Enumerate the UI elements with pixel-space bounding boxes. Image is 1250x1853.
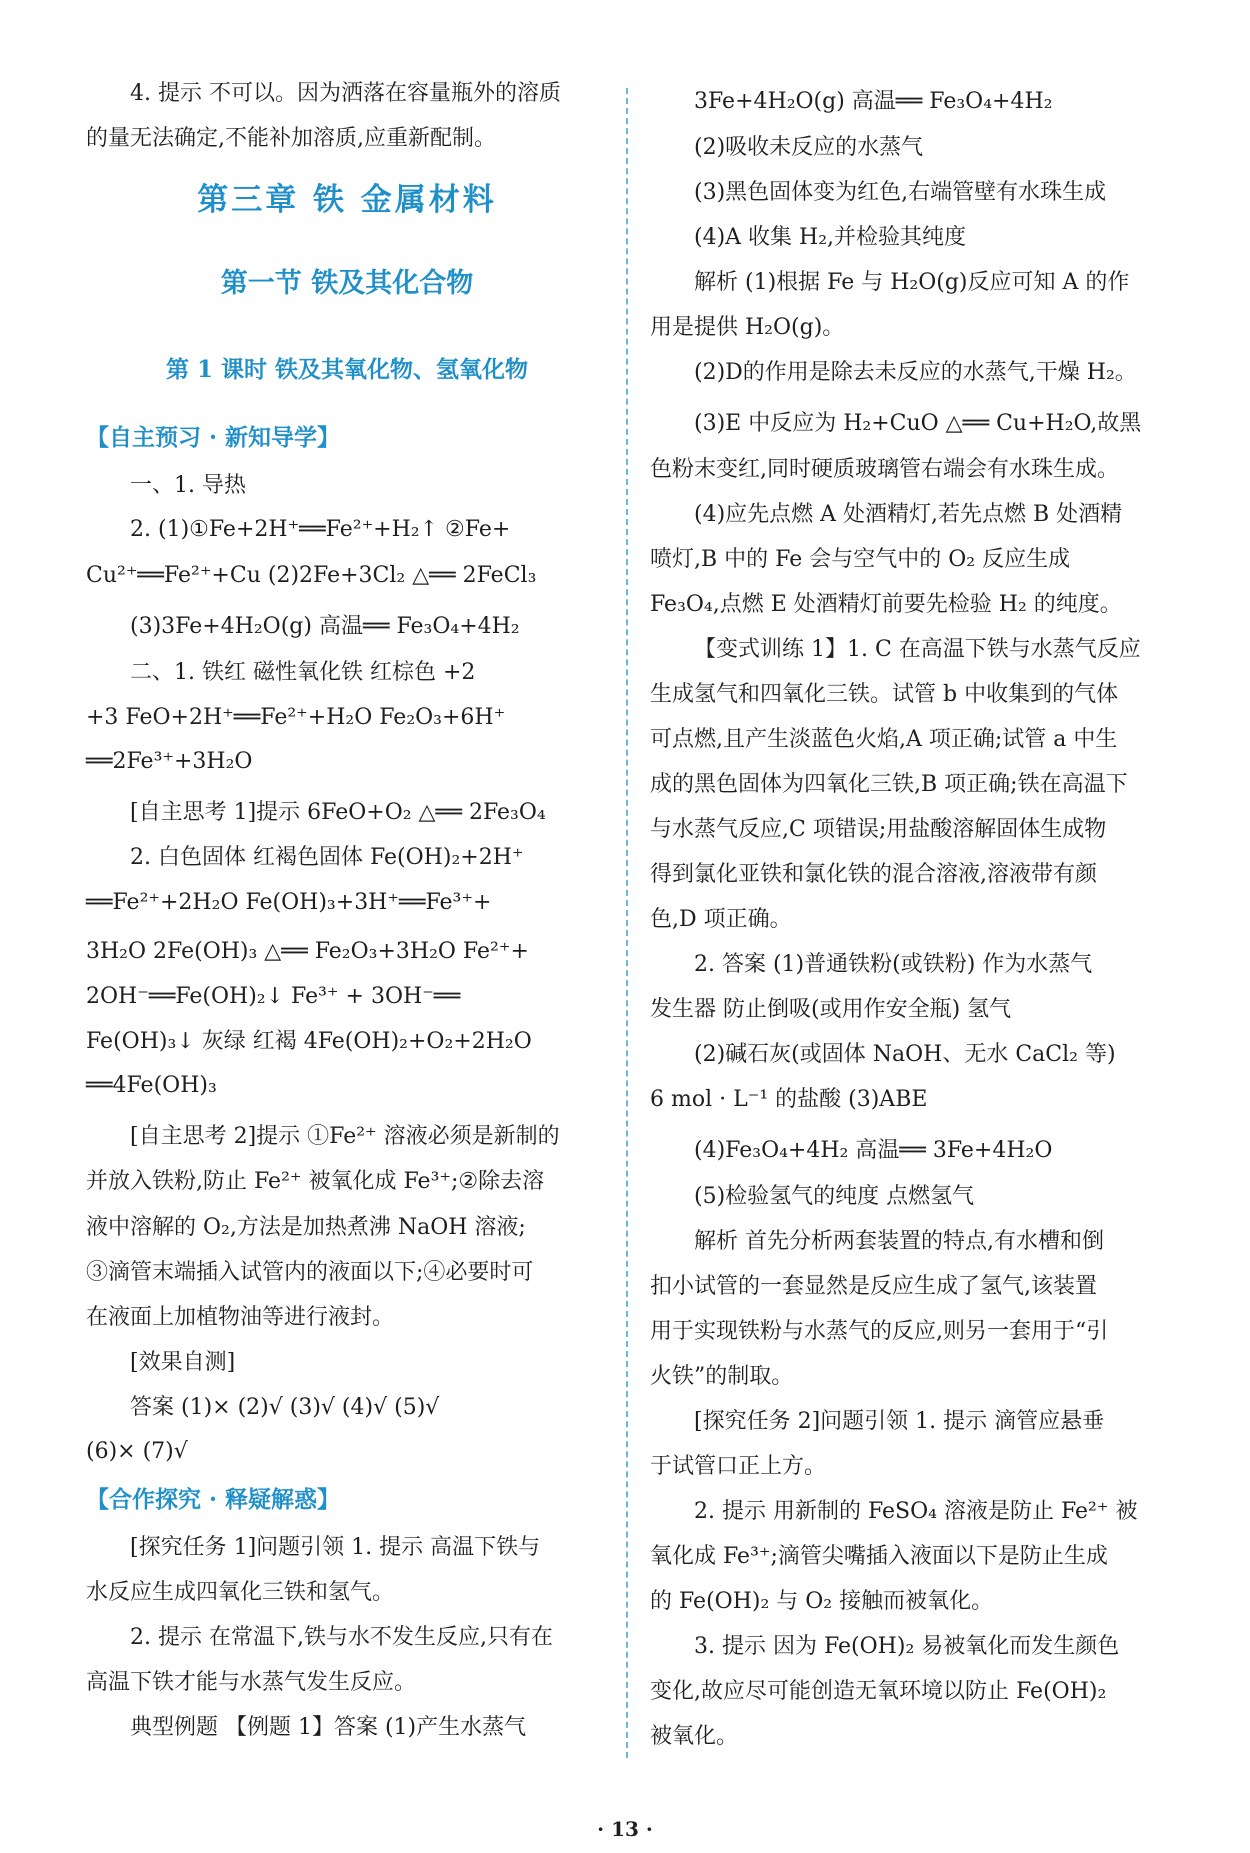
left-text-line: 的量无法确定,不能补加溶质,应重新配制。 [86, 126, 496, 151]
left-text-line: 液中溶解的 O₂,方法是加热煮沸 NaOH 溶液; [86, 1215, 526, 1240]
right-text-line: (4)应先点燃 A 处酒精灯,若先点燃 B 处酒精 [694, 502, 1123, 527]
left-text-line: 3H₂O 2Fe(OH)₃ △══ Fe₂O₃+3H₂O Fe²⁺+ [86, 939, 529, 964]
left-text-line: +3 FeO+2H⁺══Fe²⁺+H₂O Fe₂O₃+6H⁺ [86, 705, 506, 730]
right-text-line: (3)E 中反应为 H₂+CuO △══ Cu+H₂O,故黑 [694, 411, 1142, 436]
left-text-line: ══2Fe³⁺+3H₂O [86, 749, 253, 774]
right-text-line: (4)Fe₃O₄+4H₂ 高温══ 3Fe+4H₂O [694, 1138, 1053, 1163]
left-text-line: [自主思考 2]提示 ①Fe²⁺ 溶液必须是新制的 [130, 1124, 560, 1149]
left-text-line: [探究任务 1]问题引领 1. 提示 高温下铁与 [130, 1535, 541, 1560]
right-text-line: 扣小试管的一套显然是反应生成了氢气,该装置 [650, 1274, 1097, 1299]
right-text-line: 解析 首先分析两套装置的特点,有水槽和倒 [694, 1229, 1104, 1254]
right-text-line: 得到氯化亚铁和氯化铁的混合溶液,溶液带有颜 [650, 862, 1097, 887]
right-text-line: 喷灯,B 中的 Fe 会与空气中的 O₂ 反应生成 [650, 547, 1071, 572]
left-text-line: ③滴管末端插入试管内的液面以下;④必要时可 [86, 1260, 534, 1285]
page-number: · 13 · [597, 1817, 653, 1841]
right-text-line: (3)黑色固体变为红色,右端管壁有水珠生成 [694, 180, 1107, 205]
right-text-line: 火铁”的制取。 [650, 1364, 794, 1389]
left-text-line: 2OH⁻══Fe(OH)₂↓ Fe³⁺ + 3OH⁻══ [86, 984, 461, 1009]
left-text-line: 水反应生成四氧化三铁和氢气。 [86, 1580, 395, 1605]
right-text-line: 用是提供 H₂O(g)。 [650, 315, 845, 340]
right-text-line: (4)A 收集 H₂,并检验其纯度 [694, 225, 967, 250]
left-text-line: 2. 提示 在常温下,铁与水不发生反应,只有在 [130, 1625, 553, 1650]
right-text-line: 3Fe+4H₂O(g) 高温══ Fe₃O₄+4H₂ [694, 89, 1053, 114]
left-text-line: [自主思考 1]提示 6FeO+O₂ △══ 2Fe₃O₄ [130, 800, 546, 825]
right-text-line: 解析 (1)根据 Fe 与 H₂O(g)反应可知 A 的作 [694, 270, 1130, 295]
right-text-line: (2)碱石灰(或固体 NaOH、无水 CaCl₂ 等) [694, 1042, 1116, 1067]
left-text-line: ══Fe²⁺+2H₂O Fe(OH)₃+3H⁺══Fe³⁺+ [86, 890, 492, 915]
right-text-line: 【变式训练 1】1. C 在高温下铁与水蒸气反应 [694, 637, 1141, 662]
left-text-line: 高温下铁才能与水蒸气发生反应。 [86, 1670, 417, 1695]
left-text-line: 【自主预习 · 新知导学】 [86, 424, 341, 451]
left-text-line: 在液面上加植物油等进行液封。 [86, 1305, 395, 1330]
right-text-line: (5)检验氢气的纯度 点燃氢气 [694, 1184, 975, 1209]
left-text-line: 典型例题 【例题 1】答案 (1)产生水蒸气 [130, 1715, 527, 1740]
right-text-line: 于试管口正上方。 [650, 1454, 827, 1479]
right-text-line: 色,D 项正确。 [650, 907, 792, 932]
left-text-line: 【合作探究 · 释疑解惑】 [86, 1486, 341, 1513]
left-text-line: 2. (1)①Fe+2H⁺══Fe²⁺+H₂↑ ②Fe+ [130, 517, 511, 542]
right-text-line: 3. 提示 因为 Fe(OH)₂ 易被氧化而发生颜色 [694, 1634, 1120, 1659]
right-text-line: 氧化成 Fe³⁺;滴管尖嘴插入液面以下是防止生成 [650, 1544, 1108, 1569]
column-divider [626, 88, 628, 1758]
left-text-line: 第一节 铁及其化合物 [220, 268, 474, 299]
left-text-line: ══4Fe(OH)₃ [86, 1073, 217, 1098]
left-text-line: 二、1. 铁红 磁性氧化铁 红棕色 +2 [130, 660, 476, 685]
right-text-line: (2)D的作用是除去未反应的水蒸气,干燥 H₂。 [694, 360, 1137, 385]
left-text-line: 2. 白色固体 红褐色固体 Fe(OH)₂+2H⁺ [130, 845, 524, 870]
left-text-line: 并放入铁粉,防止 Fe²⁺ 被氧化成 Fe³⁺;②除去溶 [86, 1169, 545, 1194]
right-text-line: 发生器 防止倒吸(或用作安全瓶) 氢气 [650, 997, 1012, 1022]
right-text-line: 2. 答案 (1)普通铁粉(或铁粉) 作为水蒸气 [694, 952, 1093, 977]
right-text-line: 用于实现铁粉与水蒸气的反应,则另一套用于“引 [650, 1319, 1109, 1344]
left-text-line: 一、1. 导热 [130, 473, 246, 498]
left-text-line: 4. 提示 不可以。因为洒落在容量瓶外的溶质 [130, 81, 561, 106]
left-text-line: 第三章 铁 金属材料 [197, 182, 497, 218]
right-text-line: (2)吸收未反应的水蒸气 [694, 135, 924, 160]
right-text-line: 色粉末变红,同时硬质玻璃管右端会有水珠生成。 [650, 457, 1119, 482]
right-text-line: Fe₃O₄,点燃 E 处酒精灯前要先检验 H₂ 的纯度。 [650, 592, 1122, 617]
right-text-line: 变化,故应尽可能创造无氧环境以防止 Fe(OH)₂ [650, 1679, 1107, 1704]
right-text-line: 6 mol · L⁻¹ 的盐酸 (3)ABE [650, 1087, 928, 1112]
right-text-line: 可点燃,且产生淡蓝色火焰,A 项正确;试管 a 中生 [650, 727, 1118, 752]
right-text-line: 被氧化。 [650, 1724, 739, 1749]
right-text-line: 成的黑色固体为四氧化三铁,B 项正确;铁在高温下 [650, 772, 1128, 797]
left-text-line: 第 1 课时 铁及其氧化物、氢氧化物 [165, 356, 529, 383]
right-text-line: 与水蒸气反应,C 项错误;用盐酸溶解固体生成物 [650, 817, 1107, 842]
left-text-line: [效果自测] [130, 1350, 236, 1375]
left-text-line: (3)3Fe+4H₂O(g) 高温══ Fe₃O₄+4H₂ [130, 614, 520, 639]
left-text-line: Fe(OH)₃↓ 灰绿 红褐 4Fe(OH)₂+O₂+2H₂O [86, 1029, 532, 1054]
right-text-line: [探究任务 2]问题引领 1. 提示 滴管应悬垂 [694, 1409, 1105, 1434]
right-text-line: 2. 提示 用新制的 FeSO₄ 溶液是防止 Fe²⁺ 被 [694, 1499, 1138, 1524]
left-text-line: (6)× (7)√ [86, 1439, 188, 1464]
right-text-line: 生成氢气和四氧化三铁。试管 b 中收集到的气体 [650, 682, 1119, 707]
right-text-line: 的 Fe(OH)₂ 与 O₂ 接触而被氧化。 [650, 1589, 994, 1614]
left-text-line: 答案 (1)× (2)√ (3)√ (4)√ (5)√ [130, 1395, 440, 1420]
left-text-line: Cu²⁺══Fe²⁺+Cu (2)2Fe+3Cl₂ △══ 2FeCl₃ [86, 563, 537, 588]
